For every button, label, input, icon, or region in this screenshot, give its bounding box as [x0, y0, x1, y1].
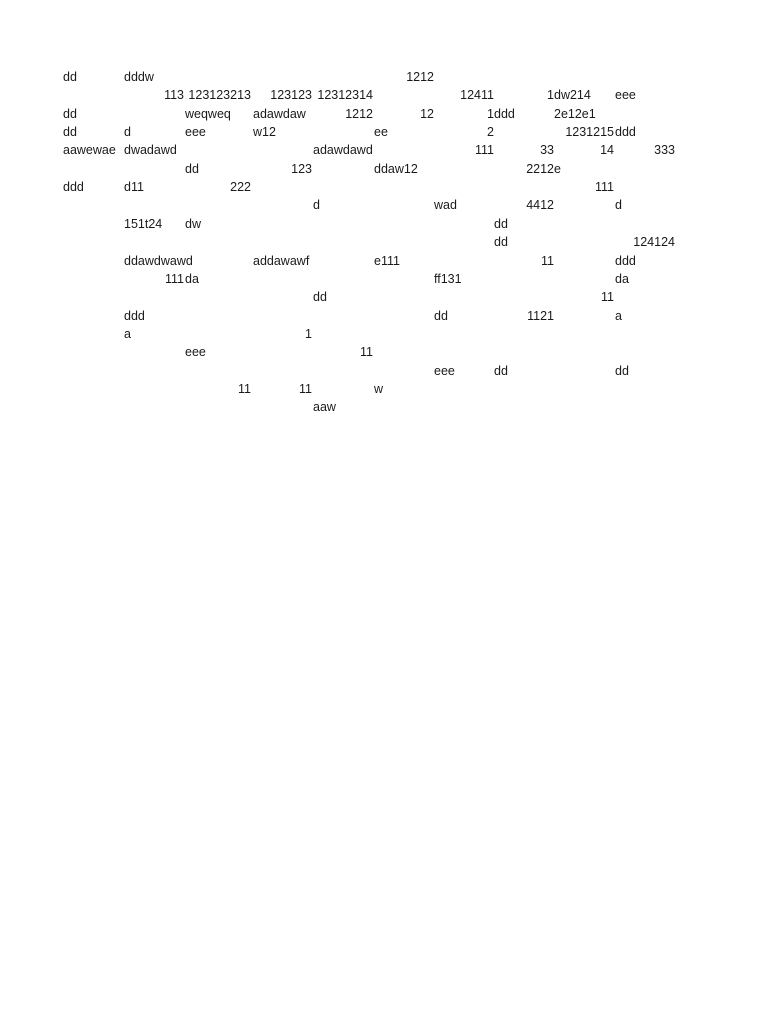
- sheet-cell: dw: [185, 216, 201, 231]
- sheet-cell: adawdaw: [253, 106, 306, 121]
- sheet-cell: dd: [494, 363, 508, 378]
- sheet-cell: 2212: [526, 161, 554, 176]
- sheet-cell: dd: [63, 125, 77, 140]
- sheet-cell: eee: [434, 363, 455, 378]
- sheet-cell: eee: [185, 125, 206, 140]
- sheet-cell: ddd: [615, 125, 636, 140]
- sheet-cell: 4412: [526, 198, 554, 213]
- sheet-cell: 12411: [460, 88, 494, 103]
- sheet-cell: 12312314: [317, 88, 373, 103]
- sheet-cell: a: [124, 326, 131, 341]
- sheet-cell: 113: [164, 88, 184, 103]
- sheet-cell: dd: [615, 363, 629, 378]
- sheet-cell: 1121: [527, 308, 554, 323]
- sheet-cell: dd: [313, 290, 327, 305]
- sheet-cell: 222: [230, 180, 251, 195]
- sheet-cell: 123123213: [188, 88, 251, 103]
- sheet-cell: 1212: [406, 70, 434, 84]
- sheet-cell: ddd: [124, 308, 145, 323]
- sheet-cell: dddw: [124, 70, 154, 84]
- sheet-cell: 124124: [633, 235, 675, 250]
- sheet-cell: 111: [474, 143, 494, 158]
- sheet-cell: 2e12e1: [554, 106, 596, 121]
- sheet-cell: da: [615, 271, 629, 286]
- sheet-cell: weqweq: [185, 106, 231, 121]
- sheet-cell: 11: [238, 381, 251, 396]
- sheet-cell: dd: [63, 70, 77, 84]
- sheet-cell: 1: [547, 88, 554, 103]
- sheet-cell: 1231215: [565, 125, 614, 140]
- sheet-cell: ddd: [615, 253, 636, 268]
- sheet-cell: dd: [63, 106, 77, 121]
- sheet-cell: ddd: [494, 106, 515, 121]
- sheet-cell: 1: [305, 326, 312, 341]
- sheet-cell: eee: [615, 88, 636, 103]
- sheet-cell: ddawdwawd: [124, 253, 193, 268]
- sheet-cell: 11: [541, 253, 554, 268]
- sheet-cell: dwadawd: [124, 143, 177, 158]
- sheet-cell: a: [615, 308, 622, 323]
- sheet-cell: dd: [494, 235, 508, 250]
- sheet-cell: ddaw12: [374, 161, 418, 176]
- sheet-cell: 1212: [345, 106, 373, 121]
- sheet-cell: 123: [291, 161, 312, 176]
- sheet-cell: 11: [360, 345, 373, 360]
- sheet-cell: dd: [185, 161, 199, 176]
- sheet-cell: 12: [420, 106, 434, 121]
- sheet-cell: w: [374, 381, 384, 396]
- sheet-cell: dd: [494, 216, 508, 231]
- sheet-cell: d: [124, 125, 131, 140]
- sheet-cell: 123123: [270, 88, 312, 103]
- sheet-cell: dd: [434, 308, 448, 323]
- sheet-cell: 11: [299, 381, 312, 396]
- sheet-cell: dw214: [554, 88, 591, 103]
- sheet-cell: eee: [185, 345, 206, 360]
- sheet-cell: 2: [487, 125, 494, 140]
- sheet-cell: 111: [164, 271, 184, 286]
- sheet-cell: ff131: [434, 271, 462, 286]
- sheet-cell: 14: [600, 143, 614, 158]
- sheet-cell: ee: [374, 125, 388, 140]
- sheet-cell: d: [313, 198, 320, 213]
- sheet-cell: 1: [487, 106, 494, 121]
- sheet-cell: 333: [654, 143, 675, 158]
- sheet-cell: 111: [594, 180, 614, 195]
- sheet-cell: e: [554, 161, 561, 176]
- sheet-cell: da: [185, 271, 199, 286]
- sheet-cell: aawewae: [63, 143, 116, 158]
- sheet-cell: w12: [253, 125, 276, 140]
- sheet-cell: e111: [374, 253, 400, 268]
- sheet-cell: wad: [434, 198, 457, 213]
- sheet-cell: d11: [124, 180, 144, 195]
- sheet-cell: 11: [601, 290, 614, 305]
- sheet-cell: d: [615, 198, 622, 213]
- sheet-cell: addawawf: [253, 253, 310, 268]
- sheet-cell: 33: [540, 143, 554, 158]
- sheet-cell: ddd: [63, 180, 84, 195]
- sheet-cell: 151t24: [124, 216, 163, 231]
- sheet-cell: aaw: [313, 400, 336, 415]
- sheet-cell: adawdawd: [313, 143, 373, 158]
